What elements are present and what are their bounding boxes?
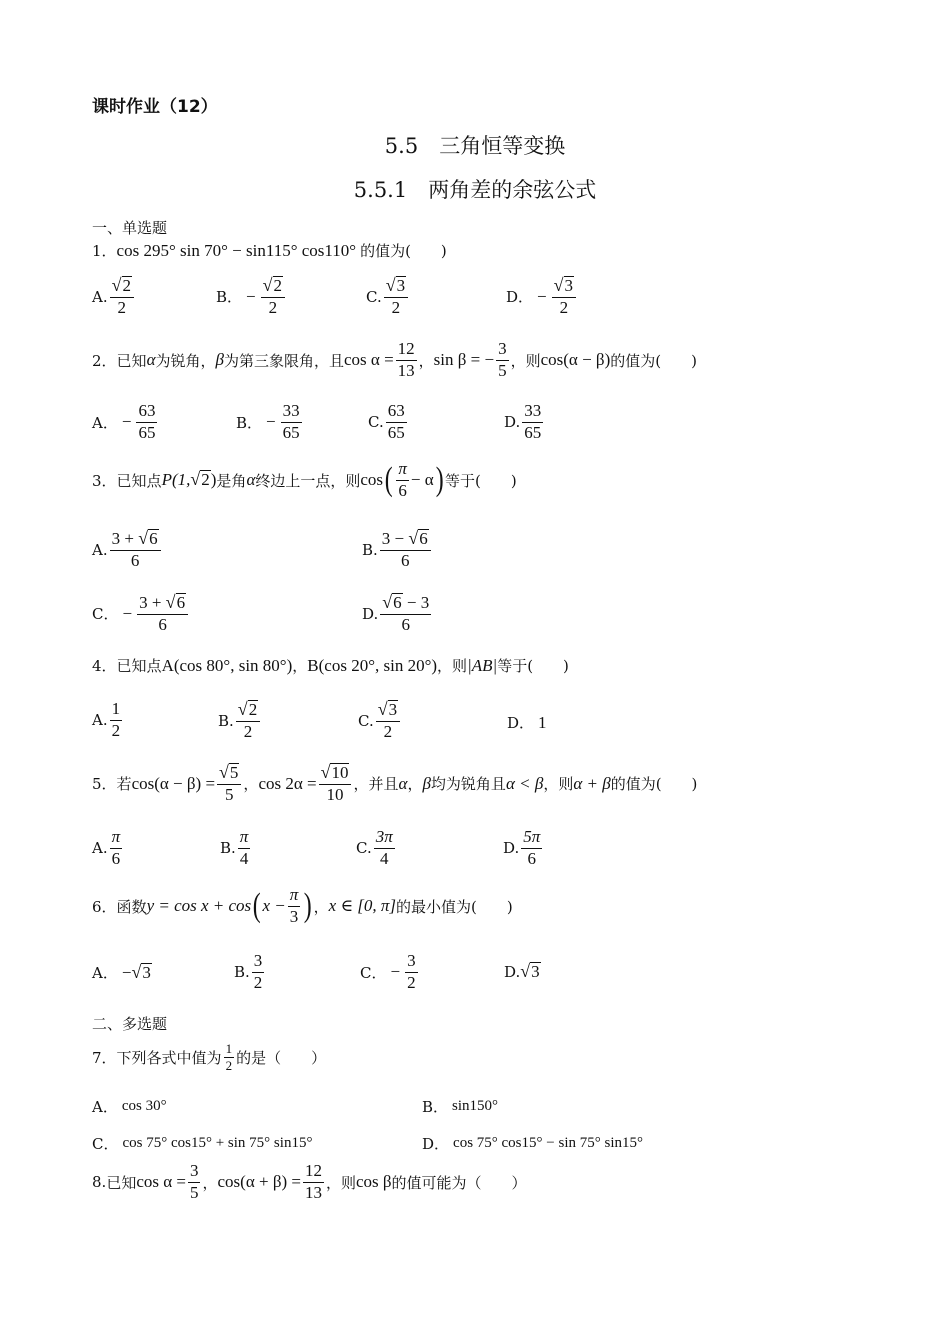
subsection-title: 5.5.1 两角差的余弦公式 xyxy=(353,178,597,202)
q5-option-a[interactable]: A. $\frac{\pi}{6}$ xyxy=(92,827,121,868)
sqrt: √ 3 xyxy=(131,961,151,982)
fraction: $\frac{1}{2}$ xyxy=(225,1041,233,1074)
q2-option-c[interactable]: C. $\frac{63}{65}$ xyxy=(368,401,405,442)
question-5: 5． 若 cos(α − β) = √ 5 5 ， cos 2α = √ 10 10 ，并且 α ， β 均为锐角且 α < β ，则 α + β 的值为( ) xyxy=(92,762,698,804)
fraction: √ 2 2 xyxy=(261,276,285,317)
q4-option-a[interactable]: A. $\frac{1}{2}$ xyxy=(92,699,121,740)
section-title: 5.5 三角恒等变换 xyxy=(384,134,566,158)
q6-option-c[interactable]: C． − $\frac{3}{2}$ xyxy=(360,951,416,992)
section-multi-choice: 二、多选题 xyxy=(92,1015,168,1033)
question-4: 4． 已知点 A(cos 80°, sin 80°) ， B(cos 20°, sin 20°) ，则 |AB| 等于( ) xyxy=(92,655,569,675)
question-expression: cos 295° sin 70° − sin115° cos110° xyxy=(116,240,357,260)
sqrt: √ 2 xyxy=(190,469,210,490)
question-suffix: 的值为( ) xyxy=(360,242,447,260)
q3-option-b[interactable]: B. 3 − √ 6 6 xyxy=(362,529,433,570)
fraction: $\frac{12}{13}$ xyxy=(397,339,415,380)
fraction: 3 − √ 6 6 xyxy=(380,529,431,570)
fraction: $\frac{\pi}{3}$ xyxy=(289,885,299,926)
q4-option-d[interactable]: D． 1 xyxy=(507,712,547,732)
q7-option-a[interactable]: A． cos 30° xyxy=(92,1098,167,1116)
q6-option-a[interactable]: A． − √ 3 xyxy=(92,961,151,982)
question-1 xyxy=(92,240,447,261)
fraction: √ 3 2 xyxy=(376,700,400,741)
q7-option-b[interactable]: B． sin150° xyxy=(422,1098,499,1116)
fraction: $\frac{\pi}{4}$ xyxy=(239,827,249,868)
q6-option-b[interactable]: B. $\frac{3}{2}$ xyxy=(234,951,263,992)
fraction: $\frac{3}{5}$ xyxy=(189,1161,199,1202)
fraction: $\frac{63}{65}$ xyxy=(138,401,156,442)
question-number: 1． xyxy=(92,242,117,260)
q1-option-a[interactable]: A. √ 2 2 xyxy=(92,276,136,317)
q3-option-d[interactable]: D. √ 6 − 3 6 xyxy=(362,592,430,634)
fraction: $\frac{63}{65}$ xyxy=(387,401,405,442)
q3-option-a[interactable]: A. 3 + √ 6 6 xyxy=(92,529,163,570)
fraction: $\frac{33}{65}$ xyxy=(524,401,542,442)
q4-option-b[interactable]: B. √ 2 2 xyxy=(218,700,262,741)
fraction: $\frac{33}{65}$ xyxy=(282,401,300,442)
question-3: 3． 已知点 P(1, √ 2 ) 是角 α 终边上一点，则 cos ( $\frac{\pi}{6}$ − α ) 等于( ) xyxy=(92,459,517,500)
q6-option-d[interactable]: D. √ 3 xyxy=(504,961,540,981)
section-single-choice: 一、单选题 xyxy=(92,219,168,237)
homework-title: 课时作业（12） xyxy=(92,97,218,117)
q7-option-d[interactable]: D． cos 75° cos15° − sin 75° sin15° xyxy=(422,1135,643,1153)
fraction: $\frac{3}{5}$ xyxy=(498,339,507,380)
q4-option-c[interactable]: C. √ 3 2 xyxy=(358,700,402,741)
fraction: √ 3 2 xyxy=(552,276,576,317)
q3-option-c[interactable]: C． − 3 + √ 6 6 xyxy=(92,593,190,634)
fraction: $\frac{1}{2}$ xyxy=(111,699,121,740)
fraction: $\frac{12}{13}$ xyxy=(304,1161,322,1202)
fraction: $\frac{5\pi}{6}$ xyxy=(523,827,541,868)
q5-option-c[interactable]: C. $\frac{3\pi}{4}$ xyxy=(356,827,393,868)
q1-option-b[interactable]: B． − √ 2 2 xyxy=(216,276,287,317)
fraction: $\frac{3\pi}{4}$ xyxy=(375,827,393,868)
question-8: 8. 已知 cos α = $\frac{3}{5}$ ， cos(α + β) = $\frac{12}{13}$ ，则 cos β 的值可能为（ ） xyxy=(92,1161,527,1202)
fraction: $\frac{\pi}{6}$ xyxy=(111,827,121,868)
fraction: 3 + √ 6 6 xyxy=(110,529,161,570)
fraction: √ 10 10 xyxy=(319,763,352,804)
fraction: √ 2 2 xyxy=(110,276,134,317)
q5-option-b[interactable]: B. $\frac{\pi}{4}$ xyxy=(220,827,249,868)
fraction: $\frac{3}{2}$ xyxy=(407,951,416,992)
q2-option-a[interactable]: A． − $\frac{63}{65}$ xyxy=(92,401,156,442)
question-2: 2． 已知 α 为锐角， β 为第三象限角，且 cos α = $\frac{12}{13}$ ， sin β = − $\frac{3}{5}$ ，则 cos(α − β) 的值为( ) xyxy=(92,339,697,380)
question-7: 7． 下列各式中值为 $\frac{1}{2}$ 的是（ ） xyxy=(92,1041,327,1074)
question-6: 6． 函数 y = cos x + cos ( x − $\frac{\pi}{3}$ ) ， x ∈ [0, π] 的最小值为( ) xyxy=(92,885,513,926)
fraction: √ 5 5 xyxy=(217,763,241,804)
q2-option-d[interactable]: D. $\frac{33}{65}$ xyxy=(504,401,542,442)
fraction: $\frac{3}{2}$ xyxy=(253,951,263,992)
q5-option-d[interactable]: D. $\frac{5\pi}{6}$ xyxy=(503,827,541,868)
fraction: 3 + √ 6 6 xyxy=(137,593,188,634)
sqrt: √ 3 xyxy=(520,961,540,981)
fraction: √ 2 2 xyxy=(236,700,260,741)
fraction: √ 6 − 3 6 xyxy=(382,592,430,634)
q1-option-c[interactable]: C. √ 3 2 xyxy=(366,276,410,317)
q2-option-b[interactable]: B． − $\frac{33}{65}$ xyxy=(236,401,300,442)
fraction: √ 3 2 xyxy=(384,276,408,317)
q7-option-c[interactable]: C． cos 75° cos15° + sin 75° sin15° xyxy=(92,1135,313,1153)
q1-option-d[interactable]: D． − √ 3 2 xyxy=(506,276,578,317)
fraction: $\frac{\pi}{6}$ xyxy=(398,459,407,500)
